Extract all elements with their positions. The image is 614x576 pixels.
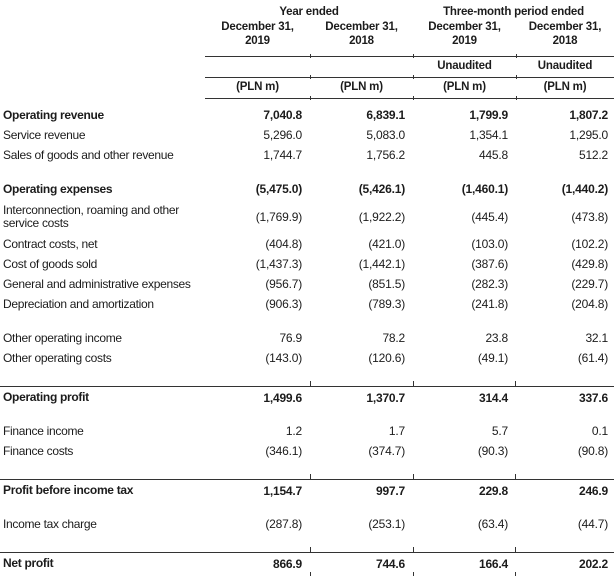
- cell-value: 997.7: [375, 483, 405, 498]
- cell-value: (282.3): [471, 277, 508, 291]
- row-label: Operating revenue: [3, 107, 104, 122]
- table-row: [0, 105, 614, 125]
- section-rule: [0, 548, 614, 553]
- table-row: [0, 421, 614, 441]
- row-label: Depreciation and amortization: [3, 296, 154, 311]
- cell-value: (44.7): [577, 517, 608, 531]
- row-label: Service revenue: [3, 127, 86, 142]
- cell-value: 5,296.0: [263, 128, 302, 142]
- cell-value: 6,839.1: [366, 108, 405, 122]
- cell-value: (241.8): [471, 297, 508, 311]
- cell-value: (90.8): [577, 444, 608, 458]
- table-body: [0, 105, 614, 576]
- cell-value: (374.7): [368, 444, 405, 458]
- table-row: [0, 348, 614, 368]
- cell-value: 1.2: [285, 424, 302, 438]
- cell-value: 1,370.7: [366, 390, 405, 405]
- audit-status: Unaudited: [537, 59, 593, 72]
- cell-value: (404.8): [265, 237, 302, 251]
- section-rule: [0, 382, 614, 387]
- cell-value: (1,440.2): [561, 182, 608, 196]
- cell-value: 229.8: [478, 483, 508, 498]
- cell-value: 445.8: [478, 148, 508, 162]
- column-divider-tick: [515, 474, 516, 479]
- column-header-dec-2019-year: December 31, 2019: [221, 21, 294, 47]
- column-divider-tick: [413, 381, 414, 386]
- cell-value: 5,083.0: [366, 128, 405, 142]
- row-label: Operating expenses: [3, 181, 113, 196]
- spacer: [0, 534, 614, 548]
- cell-value: (5,475.0): [255, 182, 302, 196]
- cell-value: (421.0): [368, 237, 405, 251]
- cell-value: (789.3): [368, 297, 405, 311]
- cell-value: (204.8): [571, 297, 608, 311]
- spacer: [0, 165, 614, 179]
- cell-value: (956.7): [265, 277, 302, 291]
- cell-value: (5,426.1): [358, 182, 405, 196]
- unit-label: (PLN m): [543, 80, 587, 93]
- spacer: [0, 314, 614, 328]
- row-label: Operating profit: [3, 390, 89, 404]
- column-divider-tick: [515, 547, 516, 552]
- row-label: Cost of goods sold: [3, 256, 97, 271]
- cell-value: 0.1: [591, 424, 608, 438]
- column-divider-tick: [310, 572, 311, 576]
- cell-value: 1,744.7: [263, 148, 302, 162]
- column-divider-tick: [310, 547, 311, 552]
- row-label: Other operating income: [3, 330, 122, 345]
- row-label: Sales of goods and other revenue: [3, 147, 174, 162]
- column-divider-tick: [413, 547, 414, 552]
- table-row: [0, 387, 614, 407]
- cell-value: (49.1): [477, 351, 508, 365]
- column-divider-tick: [413, 54, 414, 58]
- cell-value: 1,499.6: [263, 390, 302, 405]
- column-header-dec-2018-year: December 31, 2018: [325, 21, 398, 47]
- unit-row: [0, 78, 614, 95]
- row-label: Finance costs: [3, 443, 74, 458]
- table-row: [0, 480, 614, 500]
- table-row: [0, 179, 614, 199]
- column-divider-tick: [516, 96, 517, 100]
- cell-value: (1,442.1): [358, 257, 405, 271]
- cell-value: 512.2: [578, 148, 608, 162]
- cell-value: (387.6): [471, 257, 508, 271]
- column-header-dec-2018-quarter: December 31, 2018: [528, 21, 602, 47]
- cell-value: 1,799.9: [469, 108, 508, 122]
- unit-label: (PLN m): [443, 80, 486, 93]
- column-divider-tick: [310, 381, 311, 386]
- header-rule: [205, 53, 614, 57]
- spacer: [0, 407, 614, 421]
- cell-value: (90.3): [477, 444, 508, 458]
- row-label: Profit before income tax: [3, 483, 134, 497]
- cell-value: (103.0): [471, 237, 508, 251]
- header-rule: [205, 74, 614, 78]
- table-row: [0, 234, 614, 254]
- column-divider-tick: [515, 381, 516, 386]
- cell-value: 1.7: [388, 424, 405, 438]
- column-divider-tick: [413, 96, 414, 100]
- column-divider-tick: [516, 54, 517, 58]
- cell-value: 1,154.7: [263, 483, 302, 498]
- table-row: [0, 274, 614, 294]
- column-header-row: [0, 20, 614, 53]
- header-rule: [205, 95, 614, 99]
- column-divider-tick: [310, 96, 311, 100]
- cell-value: 314.4: [478, 390, 508, 405]
- table-row: [0, 145, 614, 165]
- cell-value: (851.5): [368, 277, 405, 291]
- cell-value: 23.8: [485, 331, 508, 345]
- column-header-dec-2019-quarter: December 31, 2019: [428, 21, 501, 47]
- cell-value: (429.8): [571, 257, 608, 271]
- cell-value: (63.4): [477, 517, 508, 531]
- row-label: Contract costs, net: [3, 236, 98, 251]
- column-divider-tick: [413, 75, 414, 79]
- cell-value: (61.4): [577, 351, 608, 365]
- cell-value: (120.6): [368, 351, 405, 365]
- column-divider-tick: [516, 75, 517, 79]
- cell-value: 1,295.0: [569, 128, 608, 142]
- column-divider-tick: [310, 474, 311, 479]
- cell-value: 5.7: [491, 424, 508, 438]
- column-divider-tick: [310, 75, 311, 79]
- cell-value: 1,756.2: [366, 148, 405, 162]
- cell-value: (1,769.9): [255, 209, 302, 224]
- cell-value: 744.6: [375, 556, 405, 571]
- table-row: [0, 125, 614, 145]
- unit-label: (PLN m): [340, 80, 383, 93]
- row-label: Income tax charge: [3, 516, 97, 531]
- table-row: [0, 294, 614, 314]
- cell-value: (445.4): [471, 209, 508, 224]
- table-row: [0, 553, 614, 573]
- cell-value: (1,460.1): [461, 182, 508, 196]
- cell-value: (1,437.3): [255, 257, 302, 271]
- group-header-row: [0, 3, 614, 20]
- cell-value: (253.1): [368, 517, 405, 531]
- cell-value: 202.2: [578, 556, 608, 571]
- cell-value: (287.8): [265, 517, 302, 531]
- unit-label: (PLN m): [236, 80, 279, 93]
- table-row: [0, 328, 614, 348]
- table-row: [0, 254, 614, 274]
- audit-status: Unaudited: [437, 59, 492, 72]
- column-divider-tick: [310, 54, 311, 58]
- table-row: [0, 199, 614, 234]
- cell-value: 32.1: [585, 331, 608, 345]
- row-label: Finance income: [3, 423, 84, 438]
- cell-value: (229.7): [571, 277, 608, 291]
- cell-value: 1,807.2: [569, 108, 608, 122]
- cell-value: 78.2: [382, 331, 405, 345]
- group-header-year-ended: Year ended: [279, 5, 339, 18]
- group-header-three-month-period: Three-month period ended: [443, 5, 584, 18]
- cell-value: 246.9: [578, 483, 608, 498]
- spacer: [0, 461, 614, 475]
- row-label: Interconnection, roaming and other service costs: [3, 202, 179, 230]
- spacer: [0, 368, 614, 382]
- cell-value: (102.2): [571, 237, 608, 251]
- row-label: General and administrative expenses: [3, 276, 191, 291]
- cell-value: (143.0): [265, 351, 302, 365]
- row-label: Other operating costs: [3, 350, 112, 365]
- table-header: [0, 3, 614, 105]
- cell-value: (346.1): [265, 444, 302, 458]
- cell-value: 166.4: [478, 556, 508, 571]
- row-label: Net profit: [3, 556, 54, 570]
- cell-value: 76.9: [279, 331, 302, 345]
- cell-value: 1,354.1: [469, 128, 508, 142]
- cell-value: 866.9: [272, 556, 302, 571]
- cell-value: 337.6: [578, 390, 608, 405]
- section-rule: [0, 475, 614, 480]
- spacer: [0, 500, 614, 514]
- column-divider-tick: [413, 572, 414, 576]
- column-divider-tick: [413, 474, 414, 479]
- table-row: [0, 441, 614, 461]
- table-row: [0, 514, 614, 534]
- column-divider-tick: [515, 572, 516, 576]
- cell-value: (906.3): [265, 297, 302, 311]
- audit-status-row: [0, 57, 614, 74]
- cell-value: 7,040.8: [263, 108, 302, 122]
- cell-value: (1,922.2): [358, 209, 405, 224]
- cell-value: (473.8): [571, 209, 608, 224]
